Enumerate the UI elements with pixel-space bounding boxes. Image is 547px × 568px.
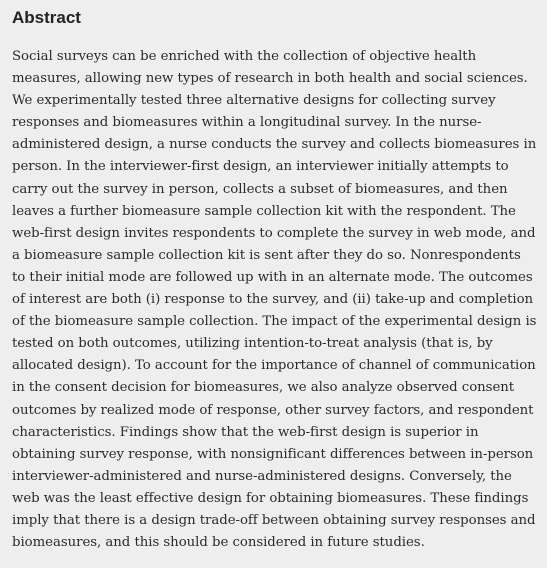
abstract-body-text: Social surveys can be enriched with the collection of objective health measures, allowing new types of research in both health and social sciences. We experimentally tested three alternative designs for collecting survey responses and biomeasures within a longitudinal survey. In the nurse-administered design, a nurse conducts the survey and collects biomeasures in person. In the interviewer-first design, an interviewer initially attempts to carry out the survey in person, collects a subset of biomeasures, and then leaves a further biomeasure sample collection kit with the respondent. The web-first design invites respondents to complete the survey in web mode, and a biomeasure sample collection kit is sent after they do so. Nonrespondents to their initial mode are followed up with in an alternate mode. The outcomes of interest are both (i) response to the survey, and (ii) take-up and completion of the biomeasure sample collection. The impact of the experimental design is tested on both outcomes, utilizing intention-to-treat analysis (that is, by allocated design). To account for the importance of channel of communication in the consent decision for biomeasures, we also analyze observed consent outcomes by realized mode of response, other survey factors, and respondent characteristics. Findings show that the web-first design is superior in obtaining survey response, with nonsignificant differences between in-person interviewer-administered and nurse-administered designs. Conversely, the web was the least effective design for obtaining biomeasures. These findings imply that there is a design trade-off between obtaining survey responses and biomeasures, and this should be considered in future studies. (12, 49, 537, 551)
abstract-heading: Abstract (12, 8, 81, 27)
